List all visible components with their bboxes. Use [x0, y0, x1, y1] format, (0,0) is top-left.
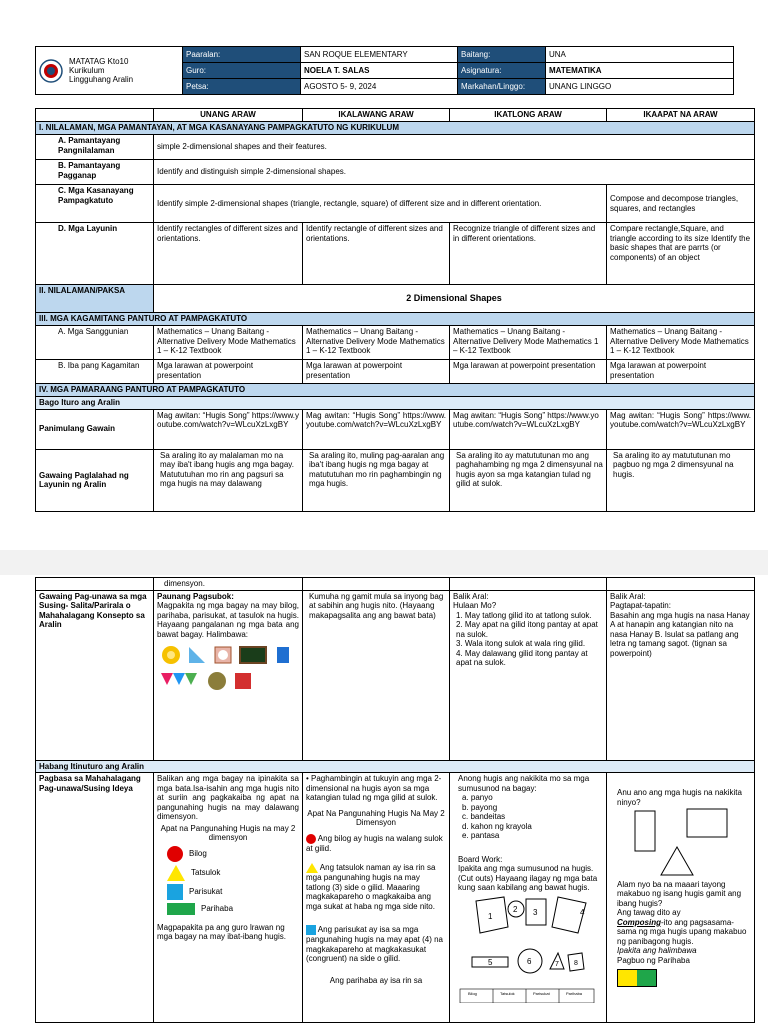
yellow-triangle-icon [167, 865, 185, 881]
composing-word: Composing [617, 917, 661, 927]
red-circle-icon [167, 846, 183, 862]
sanggunian-day3: Mathematics – Unang Baitang - Alternative Delivery Mode Mathematics 1 – K-12 Textbook [450, 326, 607, 360]
paunang-pagsubok-text: Magpakita ng mga bagay na may bilog, parihaba, parisukat, at tasulok na hugis. Hayaang pangalanan ng mga bata ang bawat bagay. Halimbawa: [157, 601, 299, 639]
sort-col-2: Tatsulok [500, 990, 515, 996]
day-1-header: UNANG ARAW [154, 109, 303, 122]
kasanayang-pampagkatuto-day4: Compose and decompose triangles, squares, and rectangles [607, 185, 755, 223]
balik-aral-4-text: Basahin ang mga hugis na nasa Hanay A at hanapin ang katangian nito na nasa Hanay B. Isulat sa patlang ang letra ng tamang sagot. (tignan sa powerpoint) [610, 610, 750, 658]
layunin-day2: Identify rectangle of different sizes and orientations. [303, 223, 450, 285]
layunin-day4: Compare rectangle,Square, and triangle according to its size Identify the basic shapes that are parrts (or components) of an object [607, 223, 755, 285]
pb4-question: Anu ano ang mga hugis na nakikita ninyo? [617, 788, 742, 807]
pb1-text: Balikan ang mga bagay na ipinakita sa mga bata.Isa-isahin ang mga hugis nito at suriin ang pagkakaiba ng apat na pangunahing hugis na may dalawang dimensyon. [157, 774, 299, 821]
panimulang-day4: Mag awitan: “Hugis Song” https://www.youtube.com/watch?v=WLcuXzLxgBY [607, 409, 755, 449]
blank-corner [36, 109, 154, 122]
small-blue-square-icon [306, 925, 316, 935]
pamantayang-pangnilalaman-label: A. Pamantayang Pangnilalaman [36, 135, 154, 160]
paglalahad-day4: Sa araling ito ay matututunan mo pagbuo ng mga 2 dimensyunal na hugis. [607, 449, 755, 511]
baitang-label: Baitang: [458, 47, 546, 63]
pagunawa-label: Gawaing Pag-unawa sa mga Susing- Salita/Parirala o Mahahalagang Konsepto sa Aralin [36, 590, 154, 760]
pb2-parihaba: Ang parihaba ay isa rin sa [329, 975, 423, 985]
asignatura-label: Asignatura: [458, 63, 546, 79]
shape-row-parihaba [167, 903, 299, 915]
cont-blank [36, 578, 154, 591]
layunin-day3: Recognize triangle of different sizes and in different orientations. [450, 223, 607, 285]
bunting-icon [161, 671, 201, 691]
kagamitan-day1: Mga larawan at powerpoint presentation [154, 360, 303, 384]
pb2-text: • Paghambingin at tukuyin ang mga 2-dimensional na hugis ayon sa mga katangian tulad ng mga gilid at sulok. [306, 774, 442, 802]
orange-circle-icon [161, 645, 181, 665]
section-1-title: I. NILALAMAN, MGA PAMANTAYAN, AT MGA KASANAYANG PAMPAGKATUTO NG KURIKULUM [36, 122, 755, 135]
pu3-item-4: 4. May dalawang gilid itong pantay at apat na sulok. [456, 648, 588, 667]
sort-col-1: Bilog [468, 990, 477, 996]
tall-rectangle-icon [635, 811, 655, 851]
pb2-sub: Apat Na Pangunahing Hugis Na May 2 Dimensyon [307, 808, 445, 827]
balik-aral-4-title: Balik Aral: [610, 591, 646, 601]
header-table [35, 46, 734, 95]
pb3-board: Board Work: [458, 854, 503, 864]
panimulang-day1: Mag awitan: “Hugis Song” https://www.youtube.com/watch?v=WLcuXzLxgBY [154, 409, 303, 449]
pb2-parisukat: Ang parisukat ay isa sa mga pangunahing hugis na may apat (4) na magkakapareho at magkakasukat (congruent) na side o gilid. [306, 925, 443, 963]
shape-5-number: 5 [488, 957, 493, 967]
kagamitan-label: B. Iba pang Kagamitan [36, 360, 154, 384]
green-rectangle-icon [167, 903, 195, 915]
pagunawa-day1 [154, 590, 303, 760]
pb2-parisukat-block [306, 925, 446, 964]
kagamitan-day2: Mga larawan at powerpoint presentation [303, 360, 450, 384]
pamantayang-pagganap-label: B. Pamantayang Pagganap [36, 160, 154, 185]
pagbasa-day3 [450, 773, 607, 1023]
composed-rectangle [617, 969, 657, 987]
shape-8-number: 8 [574, 959, 578, 967]
day-3-header: IKATLONG ARAW [450, 109, 607, 122]
sort-col-4: Parihaba [566, 990, 583, 996]
section-3-title: III. MGA KAGAMITANG PANTURO AT PAMPAGKATUTO [36, 313, 755, 326]
paglalahad-day3: Sa araling ito ay matututunan mo ang paghahambing ng mga 2 dimensyunal na hugis ayon sa mga katangian tulad ng gilid at sulok. [450, 449, 607, 511]
lesson-table-p1 [35, 108, 755, 512]
pb4-ipakita: Ipakita ang halimbawa [617, 946, 697, 955]
sort-col-3: Parisukat [533, 990, 550, 996]
layunin-day1: Identify rectangles of different sizes and orientations. [154, 223, 303, 285]
pb4-definition [617, 918, 751, 947]
blue-rectangle-icon [273, 645, 293, 665]
guro-value: NOELA T. SALAS [301, 63, 458, 79]
sanggunian-day1: Mathematics – Unang Baitang - Alternative Delivery Mode Mathematics 1 – K-12 Textbook [154, 326, 303, 360]
pb3-text: Anong hugis ang nakikita mo sa mga sumusunod na bagay: [458, 774, 590, 793]
shape-1-number: 1 [488, 911, 493, 921]
sanggunian-day4: Mathematics – Unang Baitang - Alternative Delivery Mode Mathematics 1 – K-12 Textbook [607, 326, 755, 360]
paglalahad-label: Gawaing Paglalahad ng Layunin ng Aralin [36, 449, 154, 511]
pb4-tawag: Ang tawag dito ay [617, 908, 681, 917]
coin-icon [207, 671, 227, 691]
red-square-icon [233, 671, 253, 691]
shape-row-tatsulok [167, 865, 299, 881]
balik-aral-3-sub: Hulaan Mo? [453, 601, 497, 610]
cont-blank-4 [607, 578, 755, 591]
paunang-pagsubok-title: Paunang Pagsubok: [157, 591, 234, 601]
shape-6-number: 6 [527, 956, 532, 966]
markahan-value: UNANG LINGGO [546, 79, 734, 95]
balik-aral-4-sub: Pagtapat-tapatin: [610, 601, 671, 610]
paglalahad-day1: Sa araling ito ay malalaman mo na may iba't ibang hugis ang mga bagay. Matututuhan mo rin ang pagsuri sa mga hugis na may dalawang [154, 449, 303, 511]
kagamitan-day4: Mga larawan at powerpoint presentation [607, 360, 755, 384]
mga-layunin-label: D. Mga Layunin [36, 223, 154, 285]
pb2-bilog-block [306, 834, 446, 854]
shape-parisukat-label: Parisukat [189, 886, 223, 896]
pb4-text: Alam nyo ba na maaari tayong makabuo ng isang hugis gamit ang ibang hugis? [617, 879, 742, 908]
pagunawa-day3 [450, 590, 607, 760]
shape-3-number: 3 [533, 907, 538, 917]
cont-blank-3 [450, 578, 607, 591]
pagbasa-label: Pagbasa sa Mahahalagang Pag-unawa/Susing Ideya [36, 773, 154, 1023]
pamantayang-pagganap-text: Identify and distinguish simple 2-dimensional shapes. [154, 160, 755, 185]
pagunawa-day4 [607, 590, 755, 760]
pb2-tatsulok-block [306, 863, 446, 911]
wide-rectangle-icon [687, 809, 727, 837]
pb3-item-a: a. panyo [462, 793, 493, 802]
pb2-bilog: Ang bilog ay hugis na walang sulok at gilid. [306, 833, 443, 853]
composed-part-green [637, 970, 656, 986]
shape-row-bilog [167, 846, 299, 862]
pb3-item-b: b. payong [462, 802, 498, 812]
sanggunian-day2: Mathematics – Unang Baitang - Alternative Delivery Mode Mathematics 1 – K-12 Textbook [303, 326, 450, 360]
pagbasa-day4 [607, 773, 755, 1023]
habang-itinuturo-label: Habang Itinuturo ang Aralin [36, 760, 755, 773]
cont-blank-2 [303, 578, 450, 591]
panimulang-day2: Mag awitan: “Hugis Song” https://www.youtube.com/watch?v=WLcuXzLxgBY [303, 409, 450, 449]
petsa-label: Petsa: [183, 79, 301, 95]
balik-aral-3-title: Balik Aral: [453, 591, 489, 601]
pb3-item-c: c. bandeitas [462, 812, 506, 821]
paaralan-label: Paaralan: [183, 47, 301, 63]
pagunawa-day2-text: Kumuha ng gamit mula sa inyong bag at sabihin ang hugis nito. (Hayaang makapagsalita ang ang bawat bata) [309, 591, 444, 620]
small-yellow-triangle-icon [306, 863, 318, 873]
logo-sub2: Lingguhang Aralin [69, 75, 134, 84]
kasanayang-pampagkatuto-text: Identify simple 2-dimensional shapes (triangle, rectangle, square) of different size and in different orientation. [154, 185, 607, 223]
pb3-item-e: e. pantasa [462, 831, 500, 840]
triangle-ruler-icon [187, 645, 207, 665]
section-4-title: IV. MGA PAMARAANG PANTURO AT PAMPAGKATUTO [36, 384, 755, 397]
shape-4-number: 4 [580, 907, 585, 917]
sanggunian-label: A. Mga Sanggunian [36, 326, 154, 360]
bago-ituro-label: Bago Ituro ang Aralin [36, 397, 755, 410]
pb2-tatsulok: Ang tatsulok naman ay isa rin sa mga pangunahing hugis na may tatlong (3) side o gilid. Maaaring magkakapareho o magkakaiba ang mga sukat at haba ng mga side nito. [306, 863, 436, 911]
logo-cell [36, 47, 183, 95]
composed-part-yellow [618, 970, 637, 986]
pb3-item-d: d. kahon ng krayola [462, 821, 532, 831]
shape-7-number: 7 [555, 960, 559, 968]
paaralan-value: SAN ROQUE ELEMENTARY [301, 47, 458, 63]
day-2-header: IKALAWANG ARAW [303, 109, 450, 122]
shape-parihaba-label: Parihaba [201, 903, 234, 913]
panimulang-day3: Mag awitan: “Hugis Song” https://www.youtube.com/watch?v=WLcuXzLxgBY [450, 409, 607, 449]
clock-icon [213, 645, 233, 665]
continued-text: dimensyon. [154, 578, 303, 591]
shape-bilog-label: Bilog [189, 848, 207, 858]
markahan-label: Markahan/Linggo: [458, 79, 546, 95]
shape-row-parisukat [167, 884, 299, 900]
triangle-outline-icon [661, 847, 693, 875]
kasanayang-pampagkatuto-label: C. Mga Kasanayang Pampagkatuto [36, 185, 154, 223]
guro-label: Guro: [183, 63, 301, 79]
asignatura-value: MATEMATIKA [546, 63, 734, 79]
petsa-value: AGOSTO 5- 9, 2024 [301, 79, 458, 95]
pb4-def: -ito ang pagsasama-sama ng mga hugis upang makabuo ng panibagong hugis. [617, 917, 747, 946]
section-2-title: II. NILALAMAN/PAKSA [36, 285, 154, 313]
page-two [0, 575, 768, 1024]
pb4-pagbuo: Pagbuo ng Parihaba [617, 955, 690, 965]
topic-text: 2 Dimensional Shapes [154, 285, 755, 313]
object-pictures [161, 645, 301, 691]
pu3-item-1: 1. May tatlong gilid ito at tatlong sulok. [456, 610, 592, 620]
lesson-table-p2 [35, 577, 755, 1023]
pagunawa-day2 [303, 590, 450, 760]
pu3-item-3: 3. Wala itong sulok at wala ring gilid. [456, 639, 586, 648]
paglalahad-day2: Sa araling ito, muling pag-aaralan ang iba't ibang hugis ng mga bagay at matututuhan mo rin paghambingin ng mga hugis. [303, 449, 450, 511]
pb1-sub: Apat na Pangunahing Hugis na may 2 dimensyon [160, 823, 296, 842]
composing-shapes [617, 807, 737, 877]
logo-sub1: Kurikulum [69, 66, 105, 75]
logo-title: MATATAG Kto10 [69, 57, 129, 66]
board-work-shapes [458, 893, 598, 1003]
panimulang-gawain-label: Panimulang Gawain [36, 409, 154, 449]
pb3-board-text: Ipakita ang mga sumusunod na hugis. (Cut outs) Hayaang ilagay ng mga bata kung saan kabilang ang bawat hugis. [458, 864, 598, 892]
small-red-circle-icon [306, 834, 316, 844]
shape-2-number: 2 [513, 904, 518, 914]
pu3-item-2: 2. May apat na gilid itong pantay at apat na sulok. [456, 620, 598, 639]
day-4-header: IKAAPAT NA ARAW [607, 109, 755, 122]
blue-square-icon [167, 884, 183, 900]
page-gap [0, 550, 768, 575]
blackboard-icon [239, 645, 267, 665]
shape-tatsulok-label: Tatsulok [191, 867, 221, 877]
pb1-end: Magpapakita pa ang guro lrawan ng mga bagay na may ibat-ibang hugis. [157, 922, 286, 941]
deped-seal-icon [39, 59, 63, 83]
pagbasa-day2 [303, 773, 450, 1023]
pagbasa-day1 [154, 773, 303, 1023]
baitang-value: UNA [546, 47, 734, 63]
kagamitan-day3: Mga larawan at powerpoint presentation [450, 360, 607, 384]
pamantayang-pangnilalaman-text: simple 2-dimensional shapes and their features. [154, 135, 755, 160]
